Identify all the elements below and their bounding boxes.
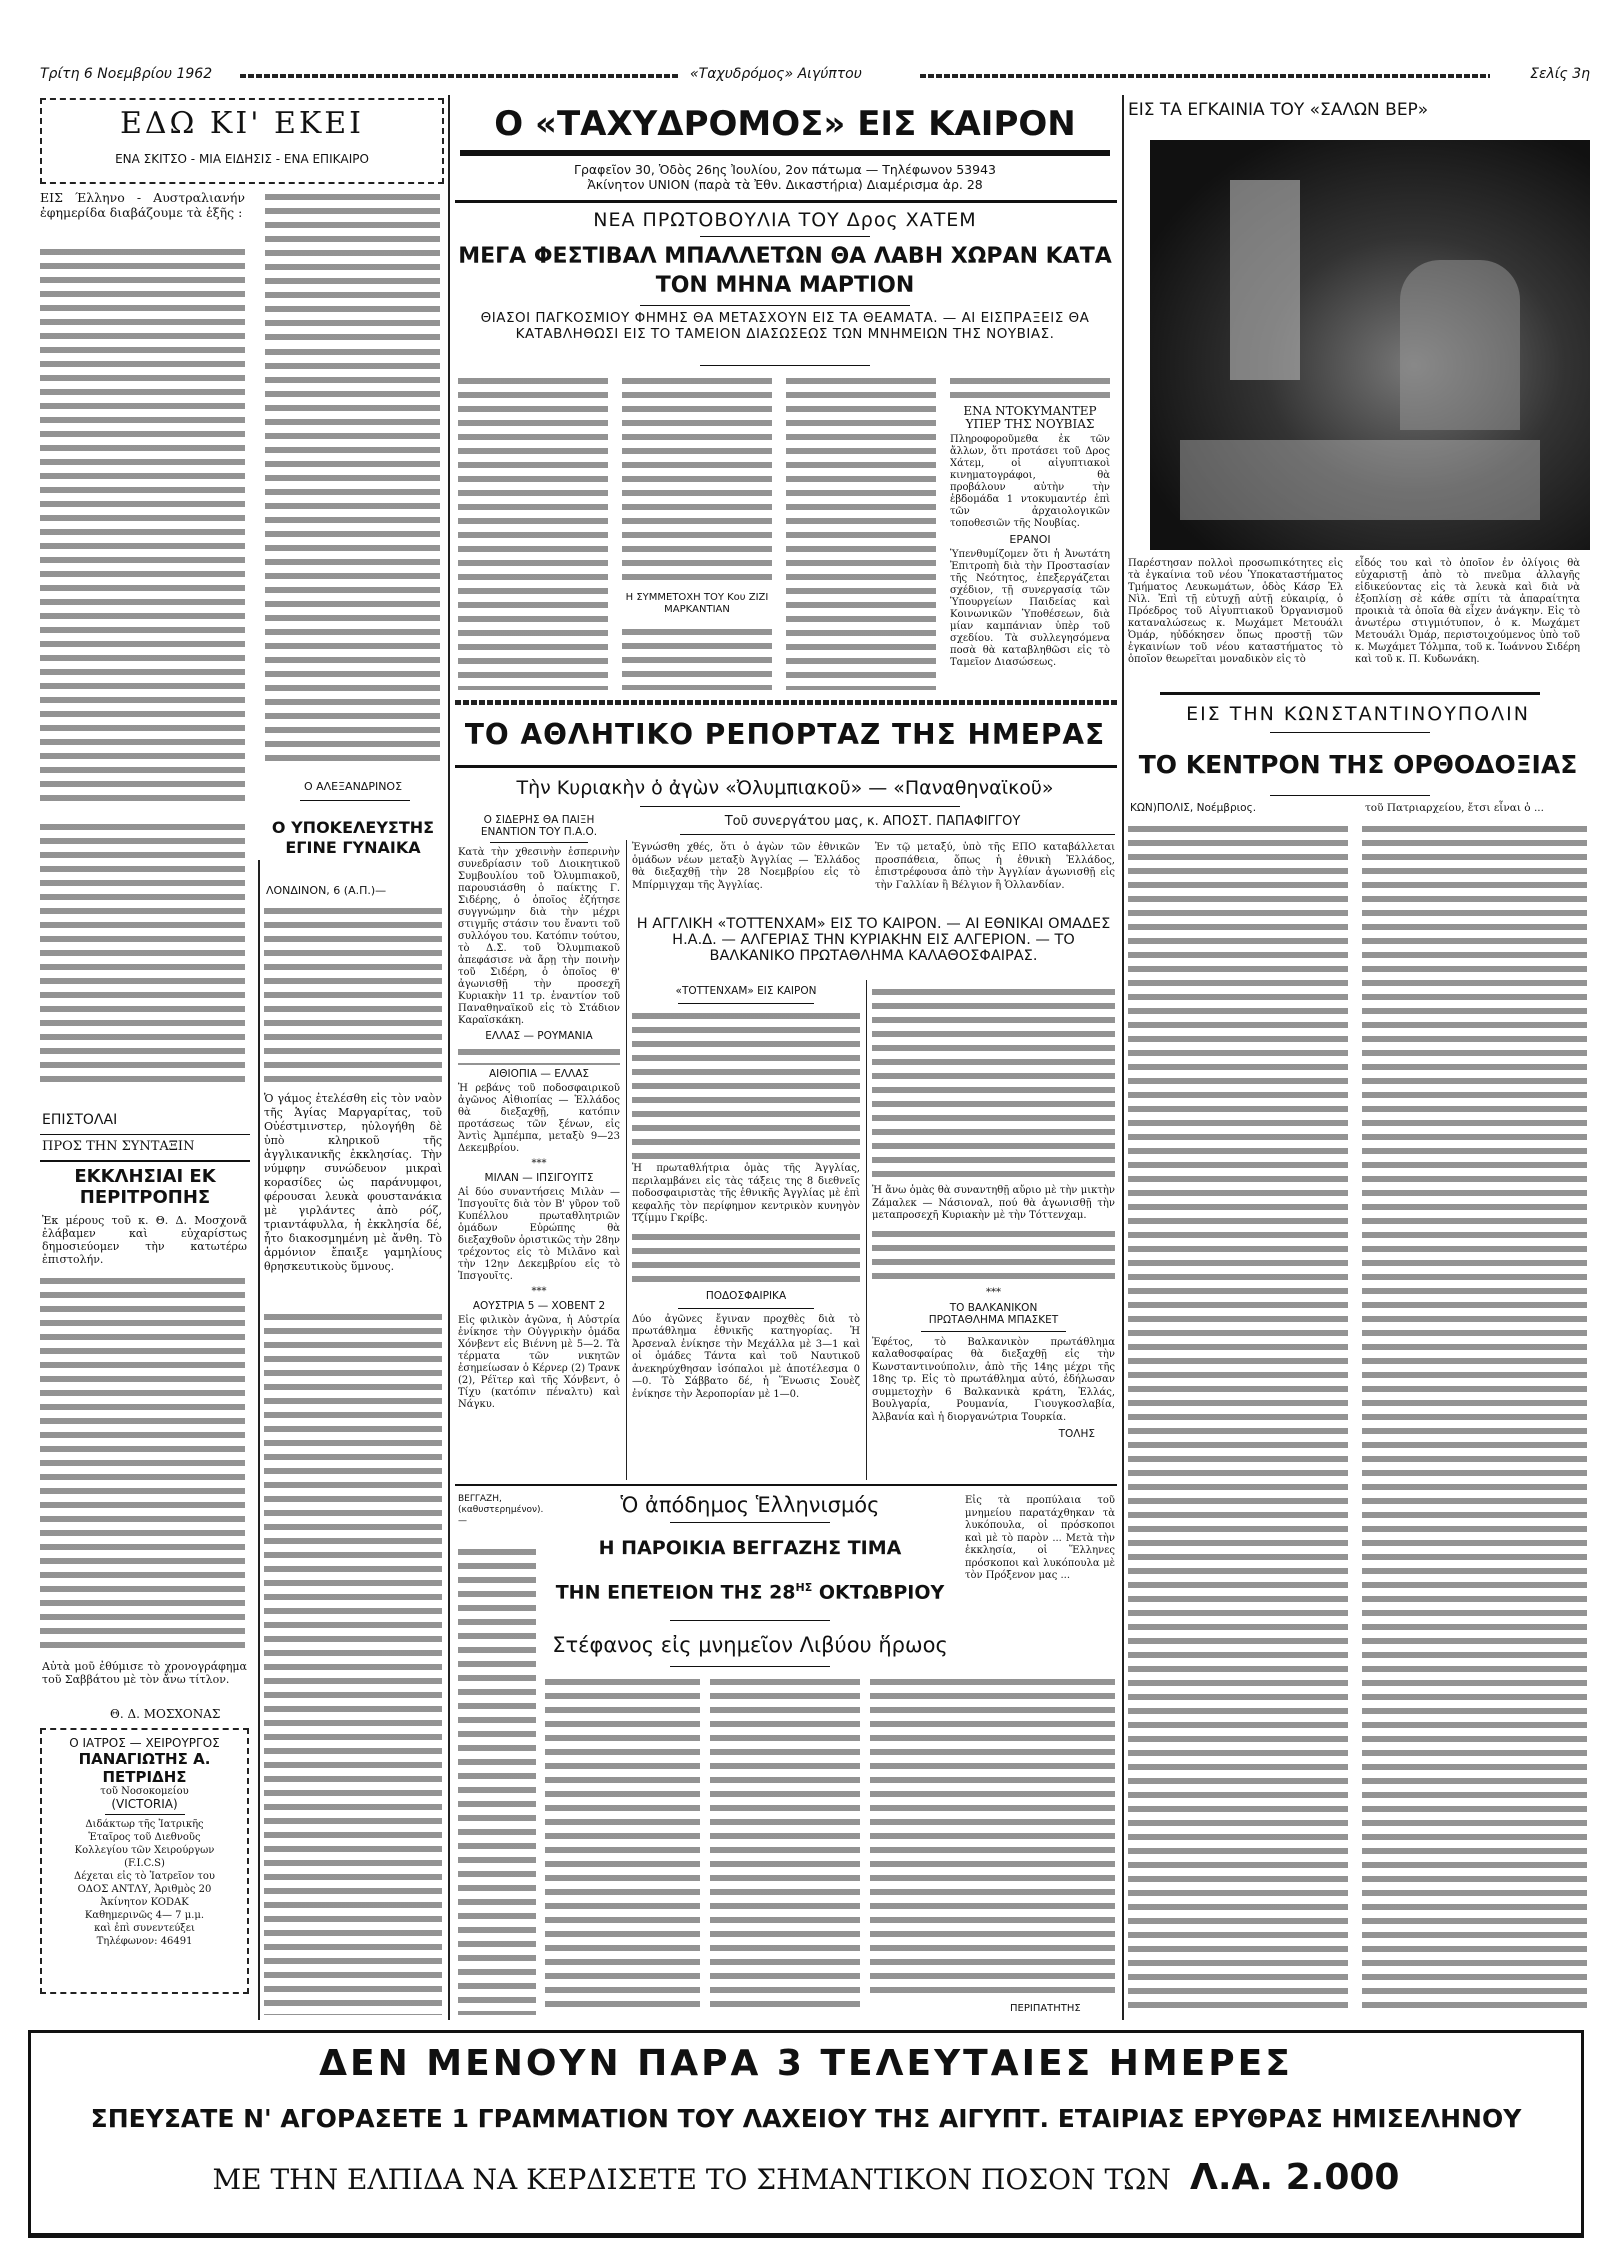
kicker-hatem: ΝΕΑ ΠΡΩΤΟΒΟΥΛΙΑ ΤΟΥ Δρος ΧΑΤΕΜ	[593, 209, 977, 231]
article-body	[622, 374, 772, 584]
edo-ki-ekei-body-cont	[265, 190, 440, 340]
sports-left-column	[458, 814, 620, 1411]
greece-romania-head: ΕΛΛΑΣ — ΡΟΥΜΑΝΙΑ	[485, 1030, 593, 1042]
orthodoxy-dateline: ΚΩΝ)ΠΟΛΙΣ, Νοέμβριος.	[1130, 802, 1257, 814]
mid-subhead: Η ΣΥΜΜΕΤΟΧΗ ΤΟΥ Κου ΖΙΖΙ ΜΑΡΚΑΝΤΙΑΝ	[625, 592, 769, 615]
ethiopia-head: ΑΙΘΙΟΠΙΑ — ΕΛΛΑΣ	[488, 1068, 590, 1080]
divider	[40, 1134, 250, 1135]
tottenham-headline: Η ΑΓΓΛΙΚΗ «ΤΟΤΤΕΝΧΑΜ» ΕΙΣ ΤΟ ΚΑΙΡΟΝ. — ΑΙ ΕΘΝΙΚΑΙ ΟΜΑΔΕΣ Η.Α.Δ. — ΑΛΓΕΡΙΑΣ ΤΗΝ ΚΥΡΙΑΚΗΝ ΕΙΣ ΑΛΓΕΡΙΟΝ. — ΤΟ ΒΑΛΚΑΝΙΚΟ ΠΡΩΤΑΘΛΗΜΑ ΚΑΛΑΘΟΣΦΑΙΡΑΣ.	[636, 916, 1111, 964]
photo-title: ΕΙΣ ΤΑ ΕΓΚΑΙΝΙΑ ΤΟΥ «ΣΑΛΩΝ ΒΕΡ»	[1128, 100, 1429, 120]
headline-text: ΤΗΝ ΕΠΕΤΕΙΟΝ ΤΗΣ 28	[555, 1581, 796, 1604]
letters-signature: Θ. Δ. ΜΟΣΧΟΝΑΣ	[110, 1707, 221, 1721]
stars-separator: ***	[531, 1286, 547, 1297]
doctor-phone: Τηλέφωνον: 46491	[96, 1936, 193, 1947]
milan-text: Αἱ δύο συναντήσεις Μιλὰν — Ἰπσγουῖτς διὰ τὸν Β' γῦρον τοῦ Κυπέλλου πρωταθλητριῶν ὁμάδων Εὐρώπης θὰ διεξαχθοῦν ὁριστικῶς τὴν 28ην τρέχοντος εἰς τὸ Μιλᾶνο καὶ τὴν 12ην Δεκεμβρίου εἰς τὸ Ἰπσγουῖτς.	[458, 1187, 620, 1282]
article-body	[872, 1227, 1115, 1283]
second-headline: Ο ΥΠΟΚΕΛΕΥΣΤΗΣ ΕΓΙΝΕ ΓΥΝΑΙΚΑ	[271, 818, 435, 857]
sports-right-column	[872, 985, 1115, 1440]
ad-amount: Λ.Α. 2.000	[1190, 2157, 1400, 2198]
letters-headline: ΕΚΚΛΗΣΙΑΙ ΕΚ ΠΕΡΙΤΡΟΠΗΣ	[74, 1166, 216, 1208]
divider	[455, 700, 1117, 705]
sports-byline: Τοῦ συνεργάτου μας, κ. ΑΠΟΣΤ. ΠΑΠΑΦΙΓΓΟΥ	[724, 814, 1021, 829]
article-body	[632, 1230, 860, 1286]
doctor-line: καὶ ἐπὶ συνεντεύξει	[94, 1923, 195, 1934]
ad-line-2: ΣΠΕΥΣΑΤΕ Ν' ΑΓΟΡΑΣΕΤΕ 1 ΓΡΑΜΜΑΤΙΟΝ ΤΟΥ ΛΑΧΕΙΟΥ ΤΗΣ ΑΙΓΥΠΤ. ΕΤΑΙΡΙΑΣ ΕΡΥΘΡΑΣ ΗΜΙΣΕΛΗΝΟΥ	[90, 2104, 1522, 2133]
headline-line: Η ΠΑΡΟΙΚΙΑ ΒΕΓΓΑΖΗΣ ΤΙΜΑ	[598, 1537, 902, 1559]
masthead	[40, 66, 1590, 86]
divider	[1160, 692, 1540, 695]
documentary-text: Πληροφοροῦμεθα ἐκ τῶν ἄλλων, ὅτι προτάσει τοῦ Δρος Χάτεμ, οἱ αἰγυπτιακοὶ κινηματογράφοι, θὰ προβάλουν αὐτὴν τὴν ἑβδομάδα 1 ντοκυμαντέρ ἐπὶ τῶν ἀρχαιολογικῶν τοποθεσιῶν τῆς Νουβίας.	[950, 434, 1110, 529]
letters-label: ΕΠΙΣΤΟΛΑΙ	[42, 1112, 118, 1128]
article-body	[870, 1675, 1115, 1997]
tottenham-mid-text: Ἡ πρωταθλήτρια ὁμὰς τῆς Ἀγγλίας, περιλαμβάνει εἰς τὰς τάξεις της 8 διεθνεῖς ποδοσφαιριστὰς τῆς ἐθνικῆς Ἀγγλίας μὲ ἐπὶ κεφαλῆς τὸν περίφημον κεντρικὸν κυνηγὸν Τζίμμυ Γκρίβς.	[632, 1163, 860, 1224]
doctor-line: Ἀκίνητον KODAK	[100, 1897, 189, 1908]
photo-figure	[1400, 260, 1520, 430]
divider	[300, 800, 410, 801]
section-label: Ο ΑΛΕΞΑΝΔΡΙΝΟΣ	[303, 780, 403, 793]
article-body	[632, 1009, 860, 1159]
orthodoxy-lead-right: τοῦ Πατριαρχείου, ἔτσι εἶναι ὁ ...	[1365, 802, 1544, 814]
bengazi-dateline: ΒΕΓΓΑΖΗ, (καθυστερημένον).—	[458, 1494, 544, 1526]
festival-subhead: ΘΙΑΣΟΙ ΠΑΓΚΟΣΜΙΟΥ ΦΗΜΗΣ ΘΑ ΜΕΤΑΣΧΟΥΝ ΕΙΣ ΤΑ ΘΕΑΜΑΤΑ. — ΑΙ ΕΙΣΠΡΑΞΕΙΣ ΘΑ ΚΑΤΑΒΛΗΘΩΣΙ ΕΙΣ ΤΟ ΤΑΜΕΙΟΝ ΔΙΑΣΩΣΕΩΣ ΤΩΝ ΜΝΗΜΕΙΩΝ ΤΗΣ ΝΟΥΒΙΑΣ.	[480, 310, 1090, 342]
office-address	[455, 162, 1115, 192]
divider	[670, 1666, 830, 1667]
sports-subbanner: Τὴν Κυριακὴν ὁ ἀγὼν «Ὀλυμπιακοῦ» — «Παναθηναϊκοῦ»	[516, 777, 1054, 799]
milan-head: ΜΙΛΑΝ — ΙΠΣΙΓΟΥΙΤΣ	[484, 1172, 594, 1184]
austria-head: ΑΟΥΣΤΡΙΑ 5 — ΧΟΒΕΝΤ 2	[472, 1300, 606, 1312]
address-line-1: Γραφεῖον 30, Ὁδὸς 26ης Ἰουλίου, 2ον πάτωμα — Τηλέφωνον 53943	[574, 162, 996, 177]
column-divider	[626, 840, 627, 1480]
article-body	[264, 1310, 442, 2015]
paper-name: «Ταχυδρόμος» Αιγύπτου	[690, 66, 862, 82]
edo-ki-ekei-intro: ΕΙΣ Έλληνο - Αυστραλιανήν ἐφημερίδα διαβάζουμε τὰ ἑξῆς :	[40, 190, 245, 220]
doctor-line: Ἑταῖρος τοῦ Διεθνοῦς	[88, 1832, 201, 1843]
stars-separator: ***	[986, 1286, 1001, 1298]
divider	[670, 1522, 830, 1523]
article-body	[458, 1045, 620, 1065]
article-body	[264, 904, 442, 1084]
balkan-head: ΤΟ ΒΑΛΚΑΝΙΚΟΝ ΠΡΩΤΑΘΛΗΜΑ ΜΠΑΣΚΕΤ	[928, 1301, 1059, 1326]
eranoi-head: ΕΡΑΝΟΙ	[1009, 533, 1051, 546]
photo-salon-ver	[1150, 140, 1590, 550]
divider	[40, 1160, 250, 1162]
festival-headline: ΜΕΓΑ ΦΕΣΤΙΒΑΛ ΜΠΑΛΛΕΤΩΝ ΘΑ ΛΑΒΗ ΧΩΡΑΝ ΚΑΤΑ ΤΟΝ ΜΗΝΑ ΜΑΡΤΙΟΝ	[458, 244, 1112, 298]
sports-banner: ΤΟ ΑΘΛΗΤΙΚΟ ΡΕΠΟΡΤΑΖ ΤΗΣ ΗΜΕΡΑΣ	[464, 718, 1106, 751]
letters-intro: Ἐκ μέρους τοῦ κ. Θ. Δ. Μοσχονᾶ ἐλάβαμεν καὶ εὐχαρίστως δημοσιεύομεν τὴν κατωτέρω ἐπιστολήν.	[42, 1214, 247, 1266]
column-divider	[258, 860, 260, 2020]
divider	[680, 834, 1115, 835]
divider	[670, 1620, 830, 1621]
doctor-line: ΟΔΟΣ ΑΝΤΛΥ, Ἀριθμὸς 20	[77, 1884, 212, 1895]
ad-line-3-wrap	[31, 2155, 1581, 2207]
page-number: Σελίς 3η	[1530, 66, 1590, 82]
doctor-hospital: τοῦ Νοσοκομείου	[100, 1786, 189, 1797]
sports-news-2: Ἐν τῷ μεταξύ, ὑπὸ τῆς ΕΠΟ καταβάλλεται προσπάθεια, ὅπως ἡ ἐθνικὴ Ἑλλάδος, ἐπιστρέφουσα ἀπὸ τὴν Ἀγγλίαν ἀγωνισθῇ εἰς τὴν Γαλλίαν ἢ Βέλγιον ἢ Ὁλλανδίαν.	[875, 842, 1115, 891]
doctor-title: Ο ΙΑΤΡΟΣ — ΧΕΙΡΟΥΡΓΟΣ	[69, 1736, 220, 1750]
issue-date: Τρίτη 6 Νοεμβρίου 1962	[40, 66, 213, 82]
sideris-text: Κατὰ τὴν χθεσινὴν ἑσπερινὴν συνεδρίασιν τοῦ Διοικητικοῦ Συμβουλίου τοῦ Ὀλυμπιακοῦ, παρουσιάσθη ὁ παίκτης Γ. Σιδέρης, ὁ ὁποῖος ἐζήτησε συγγνώμην διὰ τὴν μέχρι στιγμῆς στάσιν του ἔναντι τοῦ συλλόγου του. Κατόπιν τούτου, τὸ Δ.Σ. τοῦ Ὀλυμπιακοῦ ἀπεφάσισε νὰ ἄρῃ τὴν ποινὴν τοῦ Σιδέρη, ὁ ὁποῖος θ' ἀγωνισθῇ τὴν προσεχῆ Κυριακὴν 11 τρ. ἐναντίον τοῦ Παναθηναϊκοῦ εἰς τὸ Στάδιον Καραϊσκάκη.	[458, 847, 620, 1026]
ad-line-1: ΔΕΝ ΜΕΝΟΥΝ ΠΑΡΑ 3 ΤΕΛΕΥΤΑΙΕΣ ΗΜΕΡΕΣ	[319, 2043, 1293, 2084]
divider	[105, 1814, 185, 1815]
balkan-signature: ΤΟΛΗΣ	[1058, 1428, 1095, 1440]
nubia-column	[950, 374, 1110, 669]
sports-mid-column	[632, 985, 860, 1401]
diaspora-kicker: Ὁ ἀπόδημος Ἑλληνισμός	[620, 1493, 880, 1517]
doctor-line: Καθημερινῶς 4— 7 μ.μ.	[84, 1910, 205, 1921]
address-line-2: Ἀκίνητον UNION (παρὰ τὰ Ἐθν. Δικαστήρια) Διαμέρισμα ἀρ. 28	[587, 177, 983, 192]
paroikia-headline	[540, 1528, 960, 1612]
article-body	[545, 1675, 700, 2015]
edo-ki-ekei-body	[40, 245, 245, 805]
sideris-head: Ο ΣΙΔΕΡΗΣ ΘΑ ΠΑΙΞΗ ΕΝΑΝΤΙΟΝ ΤΟΥ Π.Α.Ο.	[480, 814, 598, 838]
article-body	[872, 985, 1115, 1181]
column-divider	[1122, 95, 1124, 2020]
dateline: ΛΟΝΔΙΝΟΝ, 6 (Α.Π.)—	[266, 884, 387, 897]
lottery-ad	[28, 2030, 1584, 2238]
diaspora-subhead: Στέφανος εἰς μνημεῖον Λιβύου ἥρωος	[552, 1633, 948, 1657]
divider	[921, 1331, 1067, 1332]
banner-taxydromos: Ο «ΤΑΧΥΔΡΟΜΟΣ» ΕΙΣ ΚΑΙΡΟΝ	[494, 104, 1076, 144]
doctor-line: Δέχεται εἰς τὸ Ἰατρεῖον του	[73, 1871, 216, 1882]
article-body	[710, 1675, 860, 2015]
letters-body	[40, 1274, 245, 1654]
masthead-rule-right	[920, 74, 1490, 78]
sports-right-text: Ἡ ἄνω ὁμὰς θὰ συναντηθῇ αὔριο μὲ τὴν μικτὴν Ζάμαλεκ — Νάσιοναλ, πού θὰ ἀγωνισθῇ τὴν μεταπροσεχῆ Κυριακὴν μὲ τὴν Τόττενχαμ.	[872, 1185, 1115, 1221]
banner-underline	[460, 150, 1110, 156]
divider	[455, 1484, 1117, 1486]
divider	[1270, 795, 1430, 796]
divider	[678, 1003, 815, 1004]
divider	[490, 842, 587, 843]
ad-line-3: ΜΕ ΤΗΝ ΕΛΠΙΔΑ ΝΑ ΚΕΡΔΙΣΕΤΕ ΤΟ ΣΗΜΑΝΤΙΚΟΝ ΠΟΣΟΝ ΤΩΝ	[212, 2163, 1171, 2196]
box-subtitle: ΕΝΑ ΣΚΙΤΣΟ - ΜΙΑ ΕΙΔΗΣΙΣ - ΕΝΑ ΕΠΙΚΑΙΡΟ	[115, 152, 369, 166]
diaspora-signature: ΠΕΡΙΠΑΤΗΤΗΣ	[1010, 2003, 1081, 2014]
headline-line	[540, 1568, 960, 1612]
kicker-konstantinoupoli: ΕΙΣ ΤΗΝ ΚΩΝΣΤΑΝΤΙΝΟΥΠΟΛΙΝ	[1186, 703, 1530, 725]
article-body	[265, 345, 440, 765]
doctor-line: (F.I.C.S)	[124, 1858, 165, 1869]
doctor-ad	[40, 1728, 249, 1994]
column-divider	[866, 980, 867, 1480]
documentary-head: ΕΝΑ ΝΤΟΚΥΜΑΝΤΕΡ ΥΠΕΡ ΤΗΣ ΝΟΥΒΙΑΣ	[963, 404, 1097, 431]
divider	[640, 305, 910, 306]
divider	[700, 365, 870, 366]
stars-separator: ***	[531, 1158, 547, 1169]
headline-text: ΟΚΤΩΒΡΙΟΥ	[812, 1581, 945, 1604]
article-body	[786, 374, 936, 690]
article-body	[458, 374, 608, 690]
balkan-text: Ἐφέτος, τὸ Βαλκανικὸν πρωτάθλημα καλαθοσφαίρας θὰ διεξαχθῇ εἰς τὴν Κωνσταντινούπολιν, ἀπὸ τῆς 14ης μέχρι τῆς 18ης τρ. Εἰς τὸ πρωτάθλημα αὐτό, ἐδήλωσαν συμμετοχὴν 6 Βαλκανικὰ κράτη, Ἑλλάς, Βουλγαρία, Ρουμανία, Γιουγκοσλαβία, Ἀλβανία καὶ ἡ διοργανώτρια Τουρκία.	[872, 1336, 1115, 1423]
doctor-hospital-name: (VICTORIA)	[111, 1797, 178, 1811]
doctor-line: Κολλεγίου τῶν Χειρούργων	[74, 1845, 215, 1856]
divider	[1270, 732, 1430, 733]
divider	[678, 1308, 815, 1309]
orthodoxy-headline: ΤΟ ΚΕΝΤΡΟΝ ΤΗΣ ΟΡΘΟΔΟΞΙΑΣ	[1138, 750, 1578, 779]
doctor-line: Διδάκτωρ τῆς Ἰατρικῆς	[85, 1819, 204, 1830]
wedding-paragraph: Ὁ γάμος ἐτελέσθη εἰς τὸν ναὸν τῆς Ἁγίας Μαργαρίτας, τοῦ Οὐέστμινστερ, ηὐλογήθη δὲ ὑπὸ κληρικοῦ τῆς ἀγγλικανικῆς ἐκκλησίας. Τὴν νύμφην συνώδευον μικραὶ κορασίδες ὡς παράνυμφοι, φέρουσαι λευκὰ φουστανάκια μὲ γιρλάντες ἀπὸ ρόζ, τριαντάφυλλα, ἡ ἐκκλησία δέ, ἦτο διακοσμημένη μὲ ἄνθη. Τὸ ἁρμόνιον ἔπαιξε γαμηλίους θρησκευτικοὺς ὕμνους.	[264, 1092, 442, 1273]
divider	[455, 200, 1117, 203]
diaspora-right-text: Εἰς τὰ προπύλαια τοῦ μνημείου παρατάχθηκαν τὰ λυκόπουλα, οἱ πρόσκοποι καὶ μὲ τὸ παρὸν ... Μετὰ τὴν ἐκκλησία, οἱ Ἕλληνες πρόσκοποι καὶ λυκόπουλα μὲ τὸν Πρόξενον μας ...	[965, 1495, 1115, 1581]
headline-sup: ΗΣ	[795, 1581, 813, 1594]
article-body	[1362, 822, 1587, 2015]
austria-text: Εἰς φιλικὸν ἀγῶνα, ἡ Αὐστρία ἐνίκησε τὴν Οὐγγρικὴν ὁμάδα Χόνβεντ εἰς Βιέννη μὲ 5—2. Τὰ τέρματα τῶν νικητῶν ἐσημείωσαν ὁ Κέρνερ (2) Τρανκ (2), Ρέϊτερ καὶ τῆς Χόνβεντ, ὁ Τίχυ (κατόπιν πέναλτυ) καὶ Νάγκυ.	[458, 1315, 620, 1410]
divider	[700, 236, 870, 237]
letters-sub: ΠΡΟΣ ΤΗΝ ΣΥΝΤΑΞΙΝ	[42, 1139, 195, 1154]
edo-ki-ekei-box	[40, 98, 444, 184]
letters-end: Αὐτὰ μοῦ ἐθύμισε τὸ χρονογράφημα τοῦ Σαββάτου μὲ τὸν ἄνω τίτλον.	[42, 1660, 247, 1686]
photo-figure	[1230, 180, 1300, 380]
column-divider	[448, 95, 450, 2020]
photo-caption-right: εἶδός του καὶ τὸ ὁποῖον ἐν ὀλίγοις θὰ εὐχαριστῇ ἀπὸ τὸ πνεῦμα ἀλλαγῆς εἰδικεύοντας εἰς τὰ λευκὰ καὶ διὰ νὰ ἐξοπλίσῃ σὲ κάθε σπίτι τὰ ἀπαραίτητα προικιὰ τὰ ὁποῖα θὰ εἶχεν ἀνάγκην. Εἰς τὸ ἀνωτέρω στιγμιότυπον, ὁ κ. Μωχάμετ Μετουάλι Ὀμάρ, περιστοιχούμενος ὑπὸ τοῦ κ. Μωχάμετ Τόλμπα, τοῦ κ. Ἰωάννου Σιδέρη καὶ τοῦ κ. Π. Κυδωνάκη.	[1355, 558, 1580, 665]
article-body	[950, 374, 1110, 402]
podosfairika-head: ΠΟΔΟΣΦΑΙΡΙΚΑ	[705, 1289, 787, 1302]
ethiopia-text: Ἡ ρεβάνς τοῦ ποδοσφαιρικοῦ ἀγῶνος Αἰθιοπίας — Ἑλλάδος θὰ διεξαχθῇ, κατόπιν προτάσεως τῶν ξένων, εἰς Ἀντὶς Ἀμπέμπα, μεταξὺ 9—23 Δεκεμβρίου.	[458, 1083, 620, 1154]
masthead-rule-left	[240, 74, 680, 78]
eranoi-text: Ὑπενθυμίζομεν ὅτι ἡ Ἀνωτάτη Ἐπιτροπὴ διὰ τὴν Προστασίαν τῆς Νεότητος, ἐπεξεργάζεται σχέδιον, τῇ συνεργασίᾳ τῶν Ὑπουργείων Παιδείας καὶ Κοινωνικῶν Ὑποθέσεων, διὰ μίαν καμπάνιαν ὑπὲρ τοῦ σχεδίου. Τὰ συλλεγησόμενα ποσὰ θὰ καταβληθῶσι εἰς τὸ Ταμεῖον Διασώσεως.	[950, 549, 1110, 668]
article-body	[458, 1545, 536, 2015]
doctor-name: ΠΑΝΑΓΙΩΤΗΣ Α. ΠΕΤΡΙΔΗΣ	[78, 1750, 211, 1786]
box-title: ΕΔΩ ΚΙ' ΕΚΕΙ	[119, 106, 365, 141]
photo-caption-left: Παρέστησαν πολλοὶ προσωπικότητες εἰς τὰ ἐγκαίνια τοῦ νέου Ὑποκαταστήματος Τμήματος Λευκωμάτων, ὁδὸς Κάσρ Ἐλ Νὶλ. Ἐπὶ τῇ εὐτυχῇ αὐτῇ εὐκαιρίᾳ, ὁ Πρόεδρος τοῦ Αἰγυπτιακοῦ Ὀργανισμοῦ καταναλώσεως κ. Μωχάμετ Μετουάλι Ὀμάρ, ηὐδόκησεν ὅπως προστῇ τῶν ἐγκαινίων τοῦ νέου καταστήματος τὸ ὁποῖον θεωρεῖται μοναδικὸν εἰς τὸ	[1128, 558, 1343, 665]
sports-news-1: Ἐγνώσθη χθές, ὅτι ὁ ἀγὼν τῶν ἐθνικῶν ὁμάδων νέων μεταξὺ Ἀγγλίας — Ἑλλάδος θὰ διεξαχθῇ τὴν 28 Νοεμβρίου εἰς τὸ Μπίρμιγχαμ τῆς Ἀγγλίας.	[632, 842, 860, 891]
podosfairika-text: Δύο ἀγῶνες ἔγιναν προχθὲς διὰ τὸ πρωτάθλημα ἐθνικῆς κατηγορίας. Ἡ Ἀρσεναλ ἐνίκησε τὴν Μεχάλλα μὲ 3—1 καὶ οἱ ὁμάδες Τάντα καὶ τοῦ Ναυτικοῦ ἀνεκηρύχθησαν ἰσόπαλοι μὲ ἀποτέλεσμα 0—0. Τὸ Σάββατο δέ, ἡ Ἕνωσις Σουὲζ ἐνίκησε τὴν Ἀεροπορίαν μὲ 1—0.	[632, 1313, 860, 1400]
divider	[455, 765, 1117, 768]
article-body	[1128, 822, 1348, 2015]
divider	[640, 806, 960, 807]
edo-ki-ekei-body-2	[40, 820, 245, 1090]
tottenham-subhead: «ΤΟΤΤΕΝΧΑΜ» ΕΙΣ ΚΑΙΡΟΝ	[675, 985, 817, 997]
article-body	[622, 625, 772, 690]
photo-table	[1180, 440, 1540, 520]
